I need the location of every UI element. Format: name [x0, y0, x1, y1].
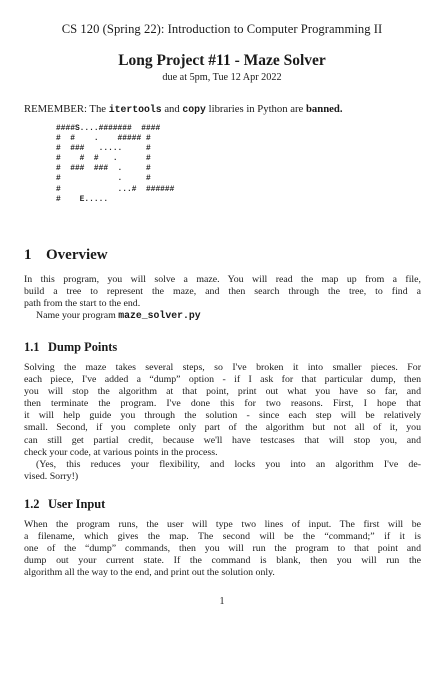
maze-example [56, 124, 174, 205]
text-line: you will stop the algorithm at that point, print out what you have so far, and [24, 386, 421, 398]
subsection-title: Dump Points [48, 340, 118, 354]
maze-line: # ### ..... # [56, 144, 151, 154]
maze-line: # ...# ###### [56, 184, 175, 194]
text-line: In this program, you will solve a maze. You will read the map up from a file, [24, 274, 421, 285]
remember-mid: and [161, 103, 183, 115]
program-name-prefix: Name your program [36, 310, 119, 322]
subsection-heading-dump-points [24, 340, 117, 355]
maze-line: ####S....####### #### [56, 124, 161, 133]
section-heading-overview [24, 247, 108, 264]
section-number: 1 [24, 247, 32, 263]
lib-copy: copy [182, 104, 206, 115]
dump-points-paragraph [24, 362, 421, 483]
subsection-title: User Input [48, 497, 106, 511]
text-line: When the program runs, the user will type two lines of input. The first will be [24, 519, 421, 530]
text-line: then terminate the program. I've done this for two reasons. First, I hope that [24, 398, 421, 410]
subsection-number: 1.2 [24, 497, 40, 511]
text-line: dump out your current state. If the command is blank, then you will run the [24, 555, 421, 567]
text-line: each piece, I've added a “dump” option - if I ask for that particular dump, then [24, 374, 421, 386]
maze-line: # ### ### . # [56, 164, 151, 174]
text-line: (Yes, this reduces your flexibility, and locks you into an algorithm I've de- [36, 458, 421, 470]
section-title: Overview [46, 247, 108, 263]
text-line: path from the start to the end. [24, 298, 141, 310]
maze-line: # . # [56, 174, 151, 184]
page-title: Long Project #11 - Maze Solver [118, 52, 326, 69]
text-line: check your code, at various points in the process. [24, 446, 218, 458]
user-input-paragraph [24, 519, 421, 579]
remember-prefix: REMEMBER: The [24, 103, 109, 115]
text-line: small. Second, if you complete only part of the algorithm but not all of it, you [24, 422, 421, 434]
text-line: a filename, which gives the map. The second will be the “command;” if it is [24, 531, 421, 543]
text-line: can still get partial credit, because we'll have testcases that will stop you, and [24, 434, 421, 446]
lib-itertools: itertools [108, 104, 162, 115]
program-filename: maze_solver.py [118, 310, 201, 322]
course-header: CS 120 (Spring 22): Introduction to Computer Programming II [61, 22, 383, 36]
text-line: it will help guide you through the solution - since each step will be relatively [24, 410, 421, 422]
text-line: algorithm all the way to the end, and print out the solution only. [24, 567, 275, 579]
maze-line: # # # . # [56, 154, 151, 164]
remember-notice [24, 103, 424, 115]
subsection-heading-user-input [24, 497, 105, 512]
text-line: one of the “dump” commands, then you will run the program to that point and [24, 543, 421, 555]
page-number: 1 [219, 596, 225, 607]
overview-paragraph [24, 274, 421, 322]
text-line: vised. Sorry!) [24, 470, 79, 482]
maze-line: # E..... [56, 194, 109, 204]
program-name-line [24, 310, 421, 322]
banned-word: banned. [305, 103, 343, 115]
text-line: build a tree to represent the maze, and then search through the tree, to find a [24, 286, 421, 298]
subsection-number: 1.1 [24, 340, 40, 354]
due-date: due at 5pm, Tue 12 Apr 2022 [162, 72, 282, 83]
maze-line: # # . ##### # [56, 134, 151, 144]
remember-suffix: libraries in Python are [205, 103, 306, 115]
text-line: Solving the maze takes several steps, so I've broken it into smaller pieces. For [24, 362, 421, 373]
